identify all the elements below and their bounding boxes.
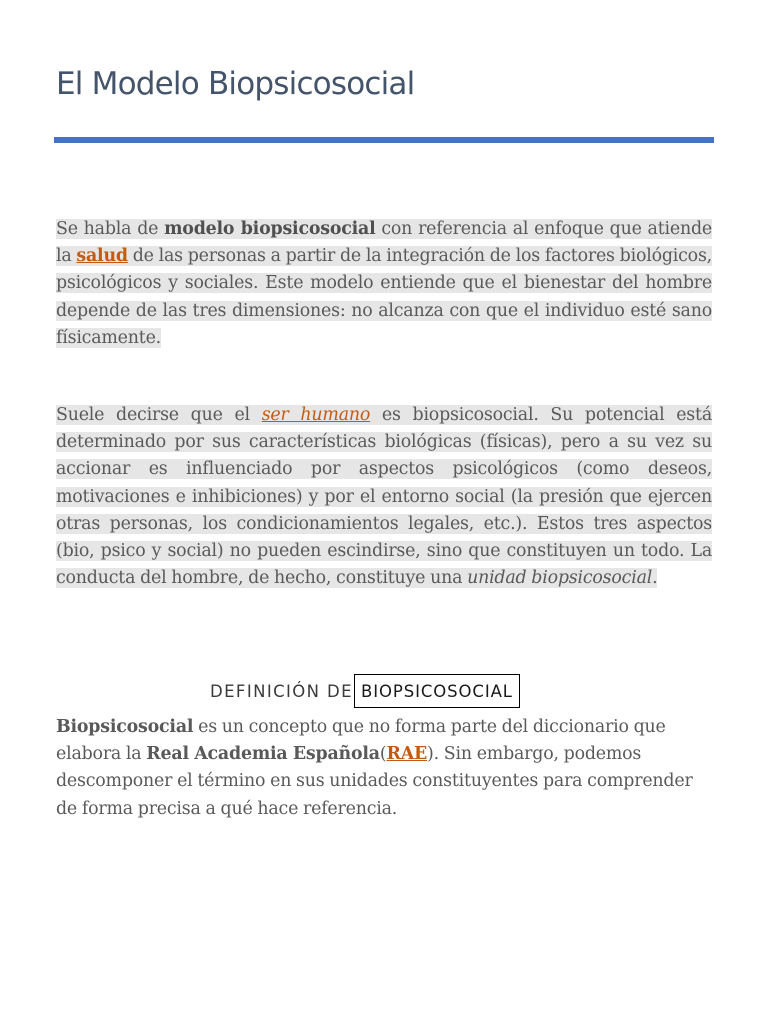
text-segment: es biopsicosocial. Su potencial está determinado por sus características biológicas (físicas), pero a su vez su accionar es influenciado por aspectos psicológicos (como deseos, motivaciones e inhibiciones) y por el entorno social (la presión que ejercen otras personas, los condicionamientos legales, etc.). Estos tres aspectos (bio, psico y social) no pueden escindirse, sino que constituyen un todo. La conducta del hombre, de hecho, constituye una bbox=[56, 405, 712, 589]
highlighted-text bbox=[56, 405, 712, 588]
link-rae[interactable]: RAE bbox=[386, 744, 428, 765]
text-segment: ). Sin embargo, podemos descomponer el término en sus unidades constituyentes para comprender de forma precisa a qué hace referencia. bbox=[56, 744, 693, 819]
text-segment: ( bbox=[379, 744, 387, 765]
text-segment: de las personas a partir de la integración de los factores biológicos, psicológicos y sociales. Este modelo entiende que el bienestar del hombre depende de las tres dimensiones: no alcanza con que el individuo esté sano físicamente. bbox=[56, 246, 712, 348]
link-ser-humano[interactable]: ser humano bbox=[261, 405, 371, 425]
italic-term-unidad-biopsicosocial: unidad biopsicosocial bbox=[467, 568, 653, 589]
page-title: El Modelo Biopsicosocial bbox=[56, 66, 415, 102]
paragraph-ser-humano bbox=[56, 402, 712, 592]
text-segment: es un concepto que no forma parte del diccionario que elabora la bbox=[56, 717, 666, 765]
highlighted-text bbox=[56, 219, 712, 348]
link-salud[interactable]: salud bbox=[76, 246, 128, 267]
definition-heading bbox=[210, 672, 520, 710]
text-segment: Se habla de bbox=[56, 219, 165, 239]
definition-heading-boxed-term: BIOPSICOSOCIAL bbox=[354, 674, 520, 708]
paragraph-definicion bbox=[56, 714, 712, 823]
bold-term-rae-name: Real Academia Española bbox=[146, 744, 380, 765]
text-segment: . bbox=[652, 568, 658, 589]
text-segment: con referencia al enfoque que atiende la bbox=[56, 219, 712, 267]
definition-heading-prefix: DEFINICIÓN DE bbox=[210, 681, 353, 701]
bold-term-modelo-biopsicosocial: modelo biopsicosocial bbox=[164, 219, 376, 239]
title-underline-rule bbox=[54, 137, 714, 143]
bold-term-biopsicosocial: Biopsicosocial bbox=[56, 717, 194, 737]
text-segment: Suele decirse que el bbox=[56, 405, 262, 425]
paragraph-modelo-biopsicosocial bbox=[56, 216, 712, 352]
